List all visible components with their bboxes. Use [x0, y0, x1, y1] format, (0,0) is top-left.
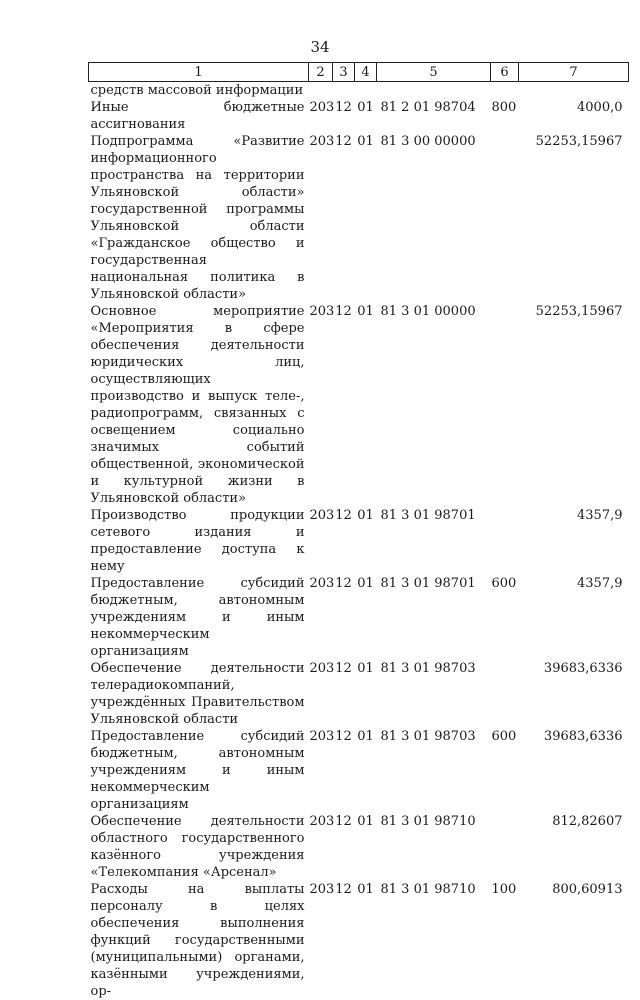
- row-amount-cell: 52253,15967: [519, 303, 629, 507]
- row-csr-cell: 81 3 01 98703: [377, 660, 491, 728]
- row-podrazdel-cell: 01: [355, 728, 377, 813]
- page-number: 34: [0, 38, 640, 56]
- row-name-cell: Производство продукции сетевого издания и предоставление доступа к нему: [89, 507, 309, 575]
- row-razdel-cell: [333, 82, 355, 100]
- row-name-cell: Обеспечение деятельности телерадиокомпаний, учреждённых Правительством Ульяновской области: [89, 660, 309, 728]
- row-podrazdel-cell: 01: [355, 507, 377, 575]
- row-csr-cell: 81 3 01 98703: [377, 728, 491, 813]
- row-name-cell: Предоставление субсидий бюджетным, автономным учреждениям и иным некоммерческим организациям: [89, 728, 309, 813]
- row-razdel-cell: 12: [333, 728, 355, 813]
- row-vr-cell: 600: [491, 575, 519, 660]
- column-header-7: 7: [519, 63, 629, 82]
- row-razdel-cell: 12: [333, 507, 355, 575]
- row-glav-cell: 203: [309, 660, 333, 728]
- row-razdel-cell: 12: [333, 133, 355, 303]
- table-body: [89, 82, 629, 1000]
- row-vr-cell: 100: [491, 881, 519, 1000]
- budget-table-container: [88, 62, 628, 1000]
- row-csr-cell: 81 3 01 98701: [377, 575, 491, 660]
- row-csr-cell: 81 3 01 98701: [377, 507, 491, 575]
- column-header-4: 4: [355, 63, 377, 82]
- table-row: [89, 133, 629, 303]
- row-vr-cell: [491, 660, 519, 728]
- table-row: [89, 507, 629, 575]
- row-amount-cell: [519, 82, 629, 100]
- row-podrazdel-cell: 01: [355, 303, 377, 507]
- row-podrazdel-cell: [355, 82, 377, 100]
- row-amount-cell: 812,82607: [519, 813, 629, 881]
- table-row: [89, 881, 629, 1000]
- row-amount-cell: 39683,6336: [519, 728, 629, 813]
- table-row: [89, 303, 629, 507]
- row-csr-cell: 81 3 01 00000: [377, 303, 491, 507]
- row-csr-cell: 81 3 01 98710: [377, 813, 491, 881]
- row-glav-cell: 203: [309, 813, 333, 881]
- row-glav-cell: 203: [309, 575, 333, 660]
- row-podrazdel-cell: 01: [355, 660, 377, 728]
- row-name-cell: Обеспечение деятельности областного государственного казённого учреждения «Телекомпания «Арсенал»: [89, 813, 309, 881]
- row-name-cell: Основное мероприятие «Мероприятия в сфере обеспечения деятельности юридических лиц, осуществляющих производство и выпуск теле-, радиопрограмм, связанных с освещением социально значимых событий общественной, экономической и культурной жизни в Ульяновской области»: [89, 303, 309, 507]
- row-vr-cell: [491, 507, 519, 575]
- table-row: [89, 82, 629, 100]
- row-glav-cell: 203: [309, 728, 333, 813]
- row-name-cell: Предоставление субсидий бюджетным, автономным учреждениям и иным некоммерческим организациям: [89, 575, 309, 660]
- table-row: [89, 660, 629, 728]
- row-amount-cell: 52253,15967: [519, 133, 629, 303]
- table-header: [89, 63, 629, 82]
- row-name-cell: Подпрограмма «Развитие информационного пространства на территории Ульяновской области» государственной программы Ульяновской области «Гражданское общество и государственная национальная политика в Ульяновской области»: [89, 133, 309, 303]
- row-vr-cell: [491, 82, 519, 100]
- row-podrazdel-cell: 01: [355, 99, 377, 133]
- row-vr-cell: [491, 133, 519, 303]
- row-razdel-cell: 12: [333, 575, 355, 660]
- row-glav-cell: 203: [309, 881, 333, 1000]
- column-header-5: 5: [377, 63, 491, 82]
- table-row: [89, 813, 629, 881]
- row-podrazdel-cell: 01: [355, 881, 377, 1000]
- row-amount-cell: 39683,6336: [519, 660, 629, 728]
- row-razdel-cell: 12: [333, 99, 355, 133]
- row-amount-cell: 4357,9: [519, 575, 629, 660]
- row-glav-cell: [309, 82, 333, 100]
- column-header-6: 6: [491, 63, 519, 82]
- column-header-2: 2: [309, 63, 333, 82]
- row-name-cell: средств массовой информации: [89, 82, 309, 100]
- table-row: [89, 575, 629, 660]
- row-name-cell: Иные бюджетные ассигнования: [89, 99, 309, 133]
- column-header-3: 3: [333, 63, 355, 82]
- row-podrazdel-cell: 01: [355, 813, 377, 881]
- table-row: [89, 99, 629, 133]
- row-csr-cell: [377, 82, 491, 100]
- budget-table: [88, 62, 629, 1000]
- row-vr-cell: 600: [491, 728, 519, 813]
- row-amount-cell: 4357,9: [519, 507, 629, 575]
- row-razdel-cell: 12: [333, 881, 355, 1000]
- column-number-row: [89, 63, 629, 82]
- row-csr-cell: 81 3 00 00000: [377, 133, 491, 303]
- row-glav-cell: 203: [309, 507, 333, 575]
- column-header-1: 1: [89, 63, 309, 82]
- row-csr-cell: 81 2 01 98704: [377, 99, 491, 133]
- row-razdel-cell: 12: [333, 660, 355, 728]
- row-razdel-cell: 12: [333, 813, 355, 881]
- row-vr-cell: [491, 813, 519, 881]
- row-razdel-cell: 12: [333, 303, 355, 507]
- row-glav-cell: 203: [309, 99, 333, 133]
- row-podrazdel-cell: 01: [355, 133, 377, 303]
- row-podrazdel-cell: 01: [355, 575, 377, 660]
- row-vr-cell: [491, 303, 519, 507]
- row-glav-cell: 203: [309, 303, 333, 507]
- row-amount-cell: 800,60913: [519, 881, 629, 1000]
- row-vr-cell: 800: [491, 99, 519, 133]
- row-name-cell: Расходы на выплаты персоналу в целях обеспечения выполнения функций государственными (муниципальными) органами, казёнными учреждениями, ор-: [89, 881, 309, 1000]
- row-amount-cell: 4000,0: [519, 99, 629, 133]
- row-csr-cell: 81 3 01 98710: [377, 881, 491, 1000]
- table-row: [89, 728, 629, 813]
- row-glav-cell: 203: [309, 133, 333, 303]
